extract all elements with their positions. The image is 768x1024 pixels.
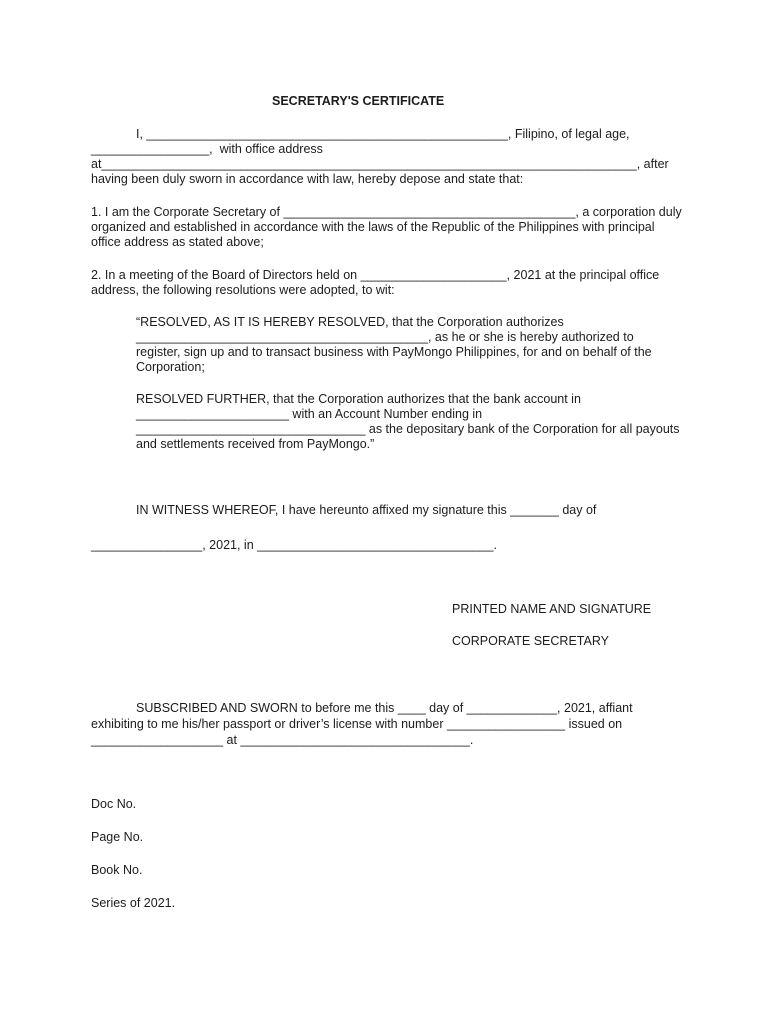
book-no-label: Book No. [91,863,143,877]
resolved-further-line: RESOLVED FURTHER, that the Corporation authorizes that the bank account in [136,392,581,406]
subscribed-line: exhibiting to me his/her passport or driver’s license with number _________________ issued on [91,717,623,731]
resolved-line: __________________________________________, as he or she is hereby authorized to [136,330,634,344]
corporate-secretary-label: CORPORATE SECRETARY [452,634,609,648]
witness-line: IN WITNESS WHEREOF, I have hereunto affixed my signature this _______ day of [136,503,597,517]
resolved-further-line: and settlements received from PayMongo.” [136,437,375,451]
subscribed-line: SUBSCRIBED AND SWORN to before me this ____ day of _____________, 2021, affiant [136,701,633,715]
intro-line: I, ____________________________________________________, Filipino, of legal age, [136,127,630,141]
series-label: Series of 2021. [91,896,176,910]
printed-name-label: PRINTED NAME AND SIGNATURE [452,602,652,616]
item-2-line: 2. In a meeting of the Board of Directors held on _____________________, 2021 at the principal office [91,268,660,282]
resolved-further-line: _________________________________ as the depositary bank of the Corporation for all payouts [136,422,680,436]
doc-no-label: Doc No. [91,797,137,811]
item-2-line: address, the following resolutions were adopted, to wit: [91,283,395,297]
item-1-line: organized and established in accordance with the laws of the Republic of the Philippines with principal [91,220,655,234]
witness-line: ________________, 2021, in __________________________________. [91,538,497,552]
intro-line: having been duly sworn in accordance with law, hereby depose and state that: [91,172,524,186]
resolved-line: Corporation; [136,360,205,374]
resolved-line: register, sign up and to transact business with PayMongo Philippines, for and on behalf of the [136,345,652,359]
resolved-further-line: ______________________ with an Account Number ending in [136,407,483,421]
item-1-line: office address as stated above; [91,235,264,249]
document-title: SECRETARY'S CERTIFICATE [272,94,445,108]
page-no-label: Page No. [91,830,144,844]
subscribed-line: ___________________ at _________________________________. [91,733,474,747]
item-1-line: 1. I am the Corporate Secretary of __________________________________________, a corporation duly [91,205,682,219]
resolved-line: “RESOLVED, AS IT IS HEREBY RESOLVED, that the Corporation authorizes [136,315,564,329]
intro-line: _________________, with office address [91,142,323,156]
intro-line: at_____________________________________________________________________________, after [91,157,669,171]
